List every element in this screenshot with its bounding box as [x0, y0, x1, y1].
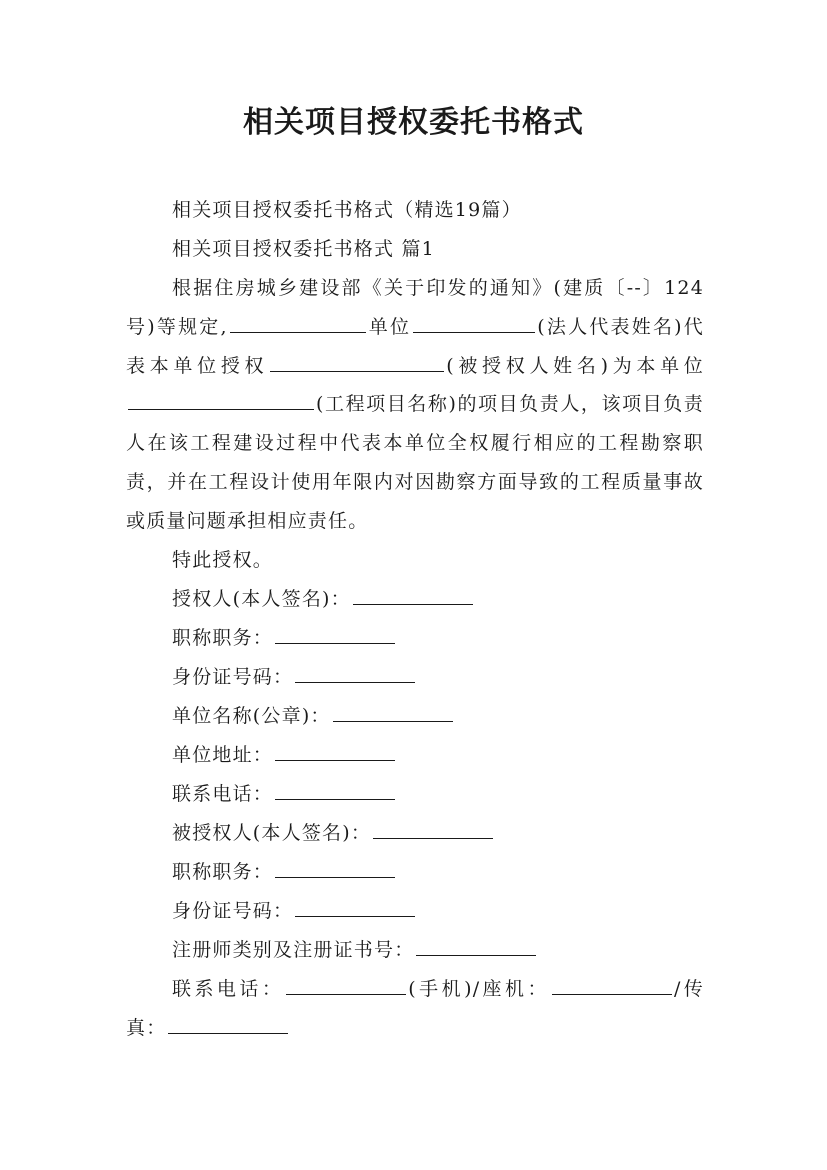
section-heading: 相关项目授权委托书格式 篇1: [172, 238, 435, 260]
landline-blank[interactable]: [552, 976, 672, 995]
unit-address-blank[interactable]: [275, 742, 395, 761]
authorized-title-blank[interactable]: [275, 859, 395, 878]
authorizer-id-blank[interactable]: [295, 664, 415, 683]
unit-phone-blank[interactable]: [275, 781, 395, 800]
authorized-sign-label: 被授权人(本人签名)：: [172, 822, 372, 844]
unit-blank[interactable]: [230, 314, 366, 333]
legal-rep-blank[interactable]: [413, 314, 535, 333]
authorizer-title-label: 职称职务：: [172, 627, 274, 649]
fax-label-b: 真：: [126, 1016, 167, 1039]
authorized-sign-blank[interactable]: [373, 820, 493, 839]
contact-label: 联系电话：: [172, 978, 285, 1000]
registration-row: [172, 931, 538, 970]
fax-label-a: /传: [673, 978, 704, 1000]
document-title: 相关项目授权委托书格式: [243, 105, 584, 140]
authorizer-title-row: [172, 619, 397, 658]
unit-address-label: 单位地址：: [172, 744, 274, 766]
body-text-4: (被授权人姓名)为本单位: [446, 354, 705, 377]
body-text-1: 根据住房城乡建设部《关于印发的通知》(建质〔--〕124号)等规定,: [126, 277, 704, 338]
body-text-5: (工程项目名称)的项目负责人，该项目负责人在该工程建设过程中代表本单位全权履行相应的工程勘察职责，并在工程设计使用年限内对因勘察方面导致的工程质量事故或质量问题承担相应责任。: [126, 393, 704, 532]
authorized-title-label: 职称职务：: [172, 861, 274, 883]
document-subtitle: 相关项目授权委托书格式（精选19篇）: [172, 199, 522, 221]
registration-label: 注册师类别及注册证书号：: [172, 939, 415, 961]
unit-phone-row: [172, 775, 397, 814]
unit-name-blank[interactable]: [333, 703, 453, 722]
mobile-blank[interactable]: [286, 976, 406, 995]
authorized-sign-row: [172, 814, 495, 853]
closing-line: 特此授权。: [172, 549, 274, 571]
body-text-2: 单位: [367, 315, 412, 338]
unit-name-label: 单位名称(公章)：: [172, 705, 331, 727]
authorized-title-row: [172, 853, 397, 892]
authorizer-title-blank[interactable]: [275, 625, 395, 644]
unit-name-row: [172, 697, 455, 736]
unit-address-row: [172, 736, 397, 775]
unit-phone-label: 联系电话：: [172, 783, 274, 805]
authorizer-id-label: 身份证号码：: [172, 666, 294, 688]
authorized-id-row: [172, 892, 417, 931]
contact-paragraph: [126, 970, 704, 1048]
body-paragraph: [126, 269, 704, 541]
project-name-blank[interactable]: [128, 391, 314, 410]
authorized-person-blank[interactable]: [270, 353, 444, 372]
authorized-id-label: 身份证号码：: [172, 900, 294, 922]
authorizer-id-row: [172, 658, 417, 697]
registration-blank[interactable]: [416, 937, 536, 956]
authorizer-sign-blank[interactable]: [353, 586, 473, 605]
authorized-id-blank[interactable]: [295, 898, 415, 917]
authorizer-sign-label: 授权人(本人签名)：: [172, 588, 351, 610]
authorizer-sign-row: [172, 580, 475, 619]
body-text-3: (法人代表姓名)代表本单位授权: [126, 315, 704, 377]
mobile-label: (手机)/座机：: [408, 978, 550, 1000]
fax-blank[interactable]: [168, 1015, 288, 1034]
